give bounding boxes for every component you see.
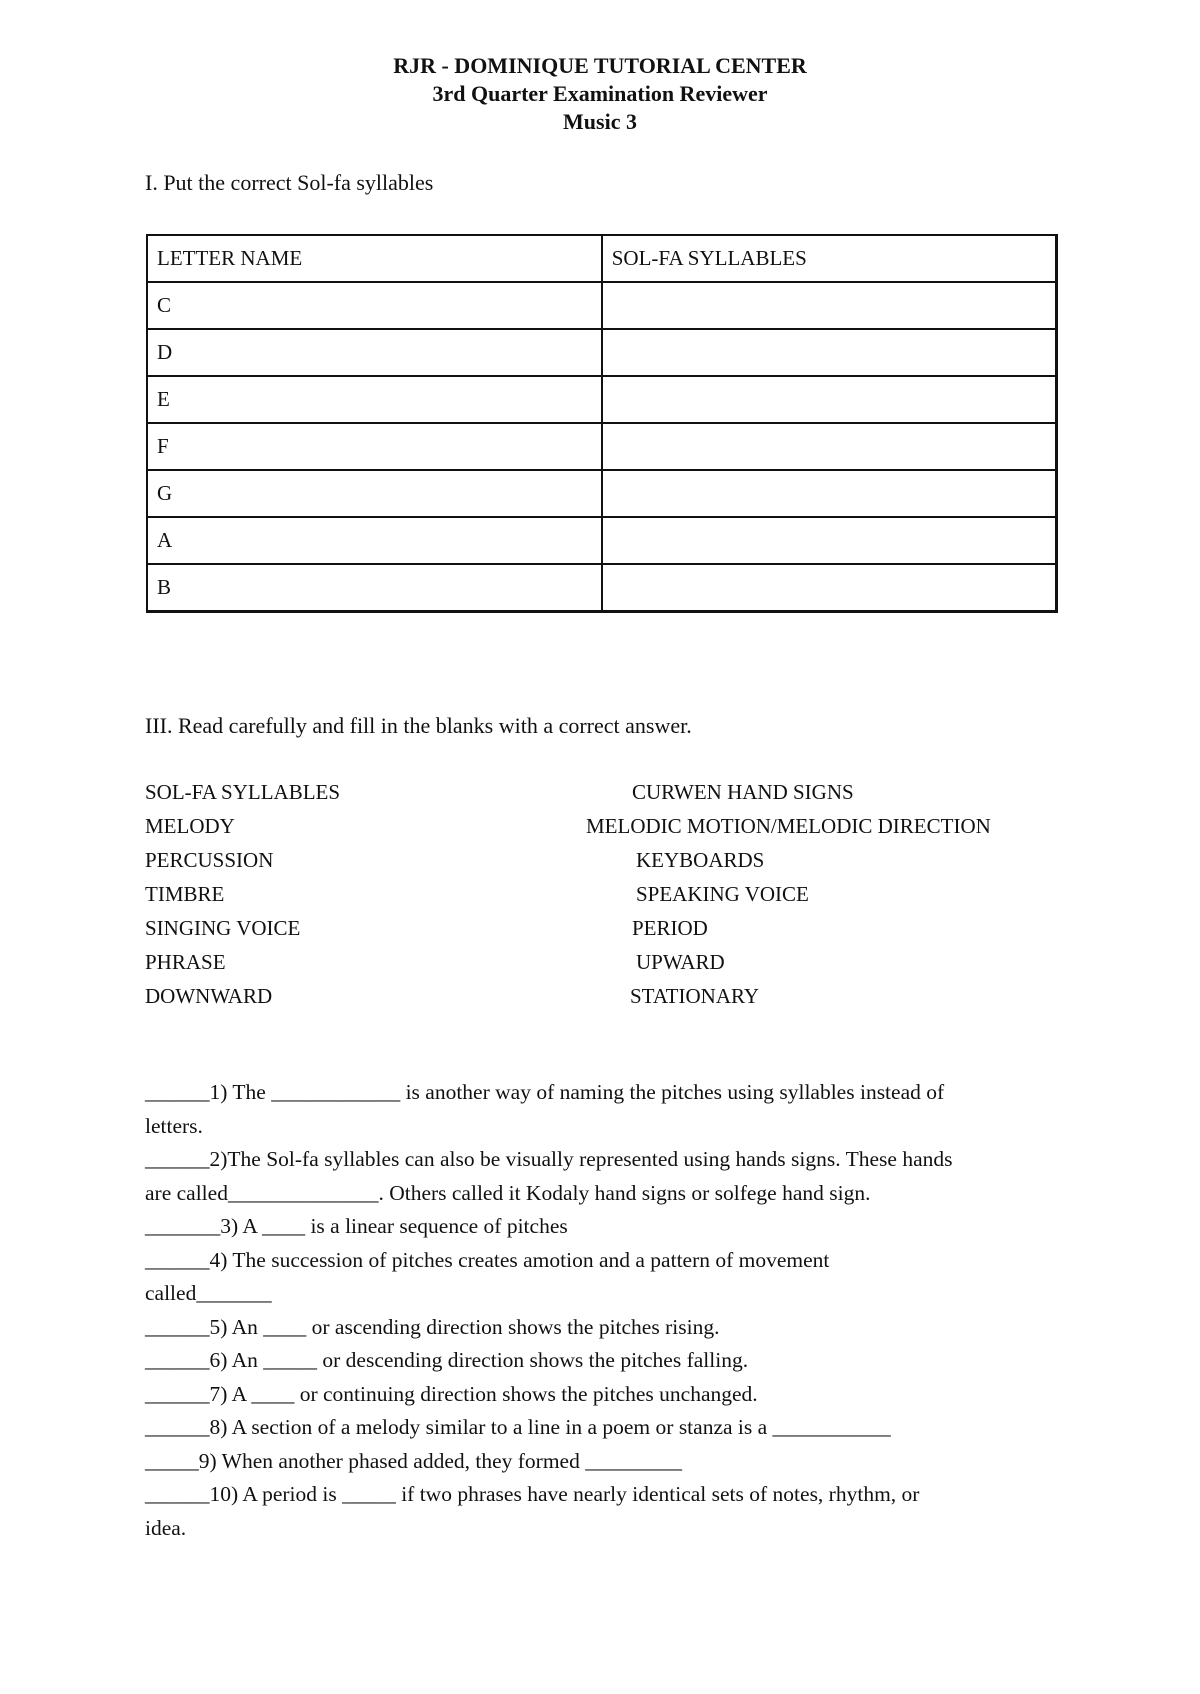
answer-cell[interactable]: [602, 423, 1057, 470]
table-row: [147, 564, 1057, 611]
question-line: ______8) A section of a melody similar to a line in a poem or stanza is a ___________: [145, 1415, 891, 1439]
question-line: ______1) The ____________ is another way of naming the pitches using syllables instead of: [145, 1080, 945, 1104]
question-line: called_______: [145, 1281, 272, 1305]
exam-title: 3rd Quarter Examination Reviewer: [432, 81, 768, 106]
question-line: ______5) An ____ or ascending direction shows the pitches rising.: [145, 1314, 720, 1339]
table-row: [147, 470, 1057, 517]
table-row: [147, 282, 1057, 329]
letter-cell: A: [147, 517, 602, 564]
word-bank-item: TIMBRE: [145, 882, 225, 906]
answer-cell[interactable]: [602, 470, 1057, 517]
question-line: _______3) A ____ is a linear sequence of pitches: [145, 1214, 568, 1238]
letter-cell: B: [147, 564, 602, 611]
solfa-table: [146, 234, 1058, 613]
question-line: ______10) A period is _____ if two phrases have nearly identical sets of notes, rhythm, or: [145, 1482, 920, 1506]
subject-title: Music 3: [563, 109, 637, 134]
question-line: idea.: [145, 1515, 187, 1540]
table-header-row: [147, 235, 1057, 282]
word-bank-item: PERIOD: [632, 916, 708, 940]
table-row: [147, 376, 1057, 423]
table-row: [147, 423, 1057, 470]
section-3-title: III. Read carefully and fill in the blanks with a correct answer.: [145, 713, 692, 738]
word-bank-item: STATIONARY: [630, 984, 759, 1008]
question-line: ______7) A ____ or continuing direction shows the pitches unchanged.: [145, 1381, 758, 1406]
table-row: [147, 329, 1057, 376]
question-list: [145, 1076, 1065, 1545]
word-bank-item: UPWARD: [636, 950, 725, 974]
word-bank-item: MELODIC MOTION/MELODIC DIRECTION: [586, 814, 991, 838]
question-line: letters.: [145, 1113, 203, 1138]
center-name: RJR - DOMINIQUE TUTORIAL CENTER: [393, 53, 807, 78]
word-bank-item: MELODY: [145, 814, 235, 838]
document-header: [0, 52, 1200, 136]
word-bank-item: SPEAKING VOICE: [636, 882, 809, 906]
word-bank-item: PHRASE: [145, 950, 226, 974]
section-1-title: I. Put the correct Sol-fa syllables: [145, 170, 434, 195]
column-header-letter-name: LETTER NAME: [147, 235, 602, 282]
column-header-solfa: SOL-FA SYLLABLES: [602, 235, 1057, 282]
answer-cell[interactable]: [602, 376, 1057, 423]
word-bank-item: KEYBOARDS: [636, 848, 765, 872]
question-line: ______6) An _____ or descending direction shows the pitches falling.: [145, 1348, 749, 1372]
word-bank-item: SOL-FA SYLLABLES: [145, 780, 341, 804]
answer-cell[interactable]: [602, 282, 1057, 329]
letter-cell: D: [147, 329, 602, 376]
word-bank-item: CURWEN HAND SIGNS: [632, 780, 854, 804]
question-line: _____9) When another phased added, they formed _________: [145, 1448, 682, 1473]
question-line: ______4) The succession of pitches creates amotion and a pattern of movement: [145, 1247, 830, 1272]
answer-cell[interactable]: [602, 517, 1057, 564]
answer-cell[interactable]: [602, 564, 1057, 611]
answer-cell[interactable]: [602, 329, 1057, 376]
word-bank-item: DOWNWARD: [145, 984, 273, 1008]
letter-cell: E: [147, 376, 602, 423]
word-bank-item: SINGING VOICE: [145, 916, 301, 940]
letter-cell: F: [147, 423, 602, 470]
word-bank-item: PERCUSSION: [145, 848, 274, 872]
question-line: are called______________. Others called it Kodaly hand signs or solfege hand sign.: [145, 1180, 871, 1205]
letter-cell: G: [147, 470, 602, 517]
table-row: [147, 517, 1057, 564]
question-line: ______2)The Sol-fa syllables can also be visually represented using hands signs. These hands: [145, 1147, 953, 1171]
letter-cell: C: [147, 282, 602, 329]
